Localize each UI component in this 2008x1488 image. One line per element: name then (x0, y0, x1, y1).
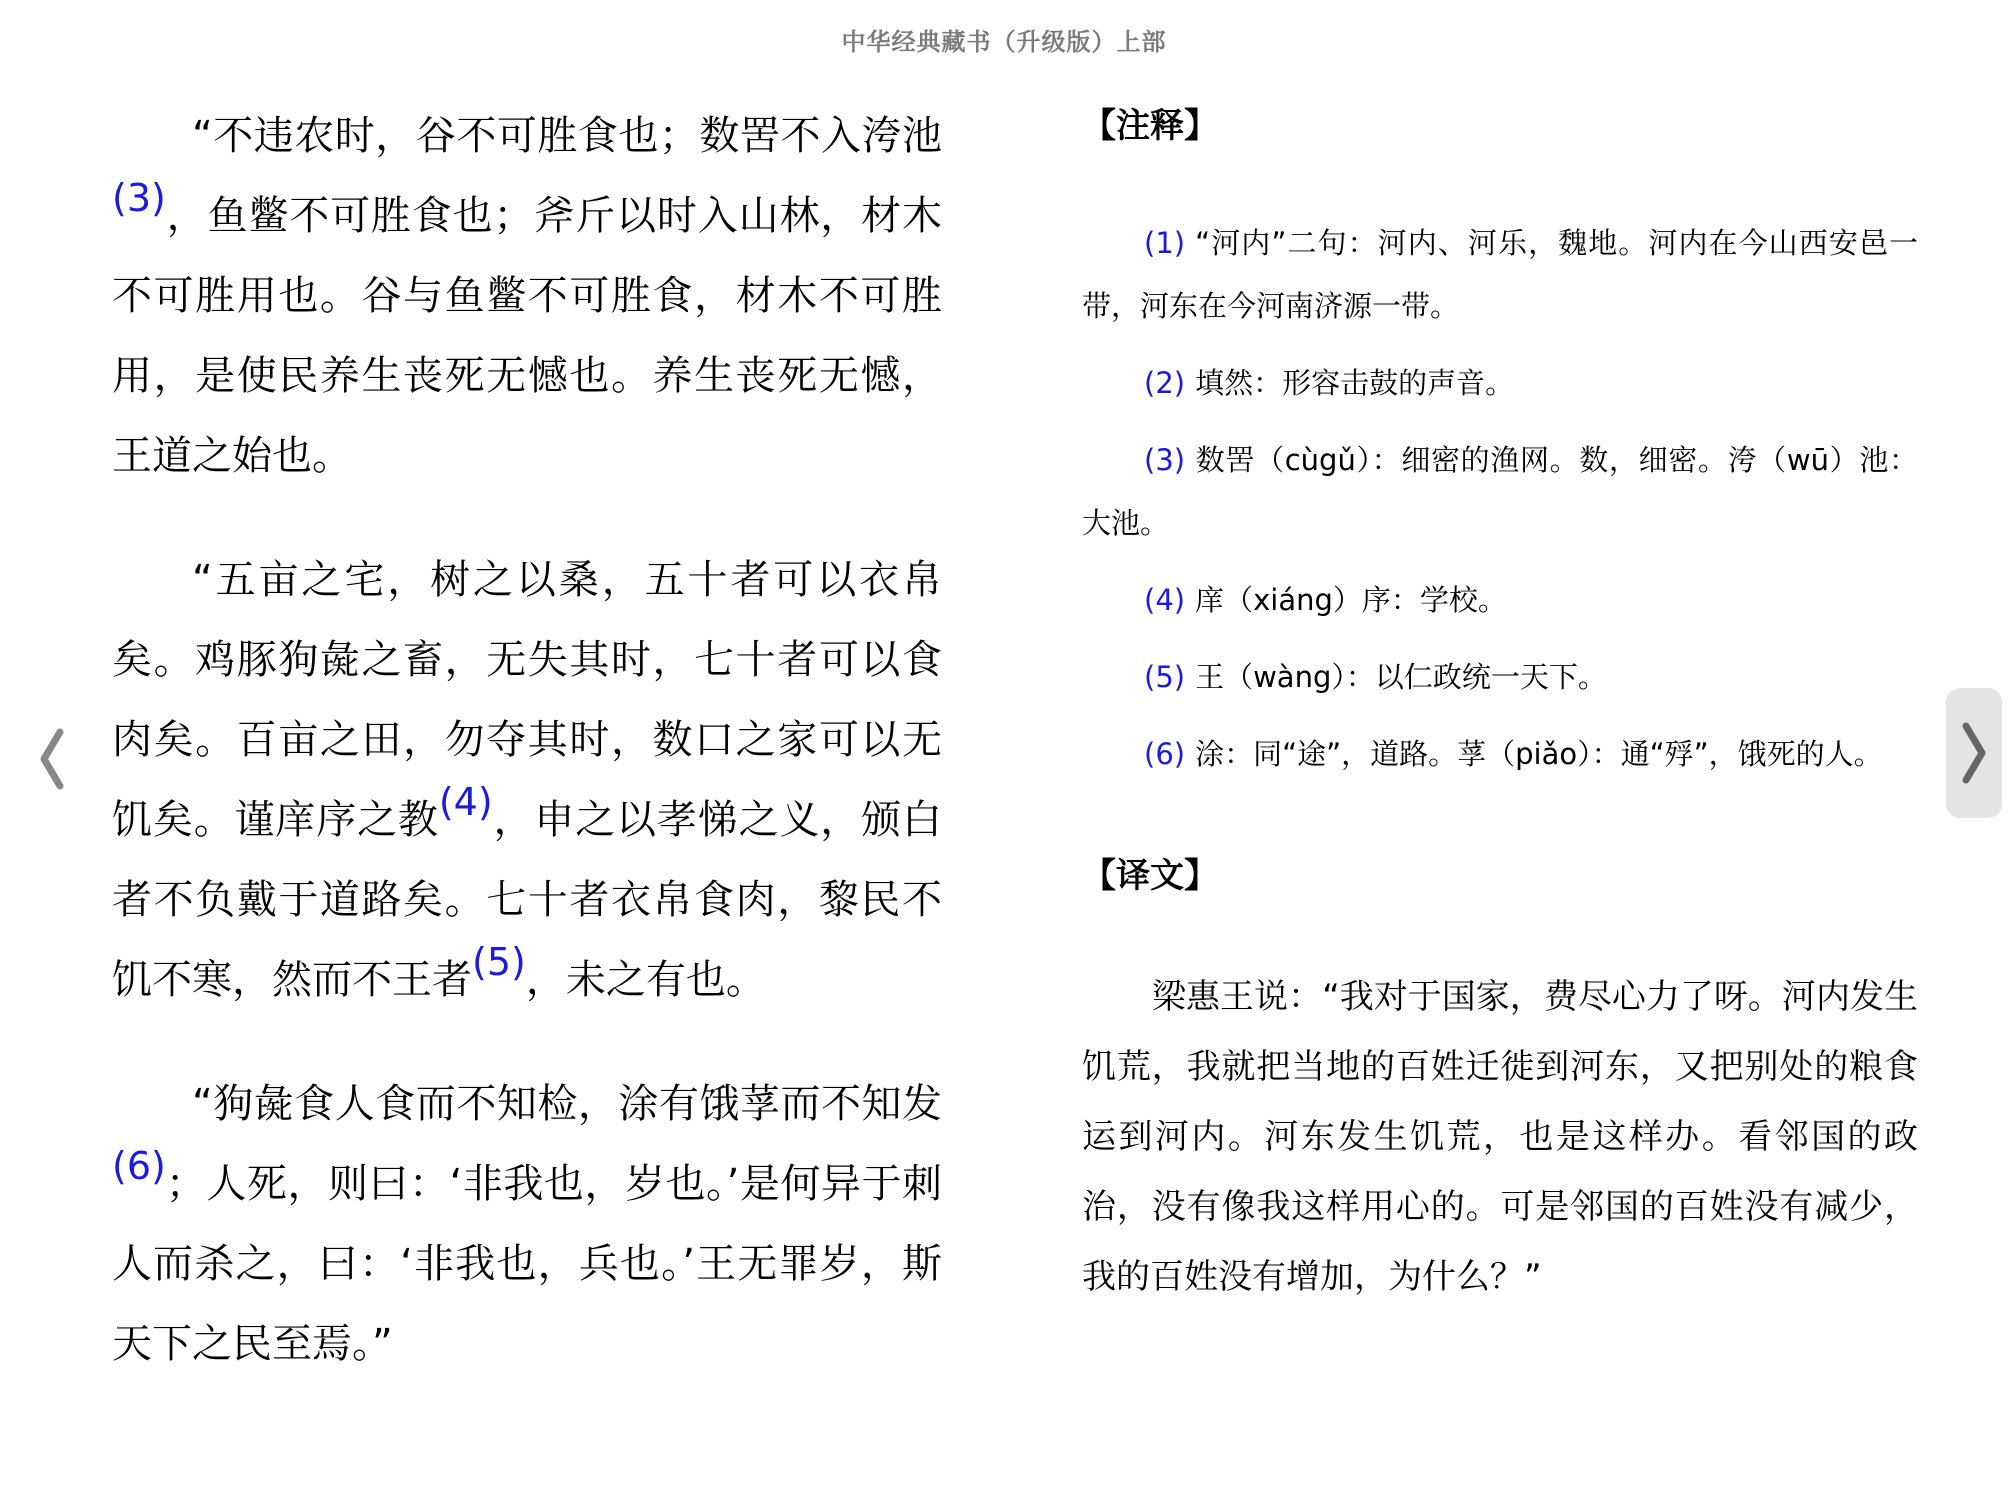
notes-translation-column (1082, 96, 1918, 1312)
note-text: 填然：形容击鼓的声音。 (1195, 366, 1515, 400)
note-number[interactable]: (1) (1144, 226, 1186, 260)
translation-paragraph-1: 梁惠王说：“我对于国家，费尽心力了呀。河内发生饥荒，我就把当地的百姓迁徙到河东，又把别处的粮食运到河内。河东发生饥荒，也是这样办。看邻国的政治，没有像我这样用心的。可是邻国的百姓没有减少，我的百姓没有增加，为什么？” (1082, 977, 1918, 1297)
note-text: 王（wàng）：以仁政统一天下。 (1195, 660, 1607, 694)
note-item-3 (1082, 429, 1918, 555)
note-number[interactable]: (6) (1144, 737, 1186, 771)
next-page-button[interactable] (1946, 688, 2002, 818)
note-number[interactable]: (3) (1144, 443, 1186, 477)
text-segment: ，申之以孝悌之义，颁白者不负戴于道路矣。七十者衣帛食肉，黎民不饥不寒，然而不王者 (112, 797, 943, 1003)
note-text: 庠（xiáng）序：学校。 (1195, 583, 1507, 617)
book-title: 中华经典藏书（升级版）上部 (841, 28, 1167, 56)
note-item-5 (1082, 646, 1918, 709)
note-text: 数罟（cùgǔ）：细密的渔网。数，细密。洿（wū）池：大池。 (1082, 443, 1918, 540)
text-segment: “不违农时，谷不可胜食也；数罟不入洿池 (192, 113, 942, 159)
previous-page-button[interactable] (30, 724, 70, 794)
original-paragraph-2 (112, 540, 942, 1020)
text-segment: ；人死，则曰：‘非我也，岁也。’是何异于刺人而杀之，曰：‘非我也，兵也。’王无罪岁，斯天下之民至焉。” (112, 1161, 942, 1367)
original-text-column (112, 96, 942, 1428)
chevron-right-icon (1960, 720, 1988, 786)
note-text: “河内”二句：河内、河乐，魏地。河内在今山西安邑一带，河东在今河南济源一带。 (1082, 226, 1918, 323)
note-item-4 (1082, 569, 1918, 632)
note-number[interactable]: (5) (1144, 660, 1186, 694)
note-item-2 (1082, 352, 1918, 415)
note-number[interactable]: (2) (1144, 366, 1186, 400)
note-number[interactable]: (4) (1144, 583, 1186, 617)
note-item-1 (1082, 212, 1918, 338)
text-segment: “五亩之宅，树之以桑，五十者可以衣帛矣。鸡豚狗彘之畜，无失其时，七十者可以食肉矣。百亩之田，勿夺其时，数口之家可以无饥矣。谨庠序之教 (112, 557, 942, 843)
notes-heading: 【注释】 (1082, 106, 1218, 146)
chevron-left-icon (30, 724, 70, 794)
text-segment: “狗彘食人食而不知检，涂有饿莩而不知发 (192, 1081, 942, 1127)
note-item-6 (1082, 723, 1918, 786)
translation-heading: 【译文】 (1082, 856, 1218, 896)
text-segment: ，未之有也。 (525, 957, 766, 1003)
original-paragraph-1 (112, 96, 942, 496)
note-text: 涂：同“途”，道路。莩（piǎo）：通“殍”，饿死的人。 (1195, 737, 1883, 771)
footnote-ref-5[interactable]: (5) (472, 940, 526, 984)
footnote-ref-4[interactable]: (4) (438, 780, 493, 824)
text-segment: ，鱼鳖不可胜食也；斧斤以时入山林，材木不可胜用也。谷与鱼鳖不可胜食，材木不可胜用，是使民养生丧死无憾也。养生丧死无憾，王道之始也。 (112, 193, 942, 479)
original-paragraph-3 (112, 1064, 942, 1384)
footnote-ref-3[interactable]: (3) (112, 176, 166, 220)
footnote-ref-6[interactable]: (6) (112, 1144, 166, 1188)
